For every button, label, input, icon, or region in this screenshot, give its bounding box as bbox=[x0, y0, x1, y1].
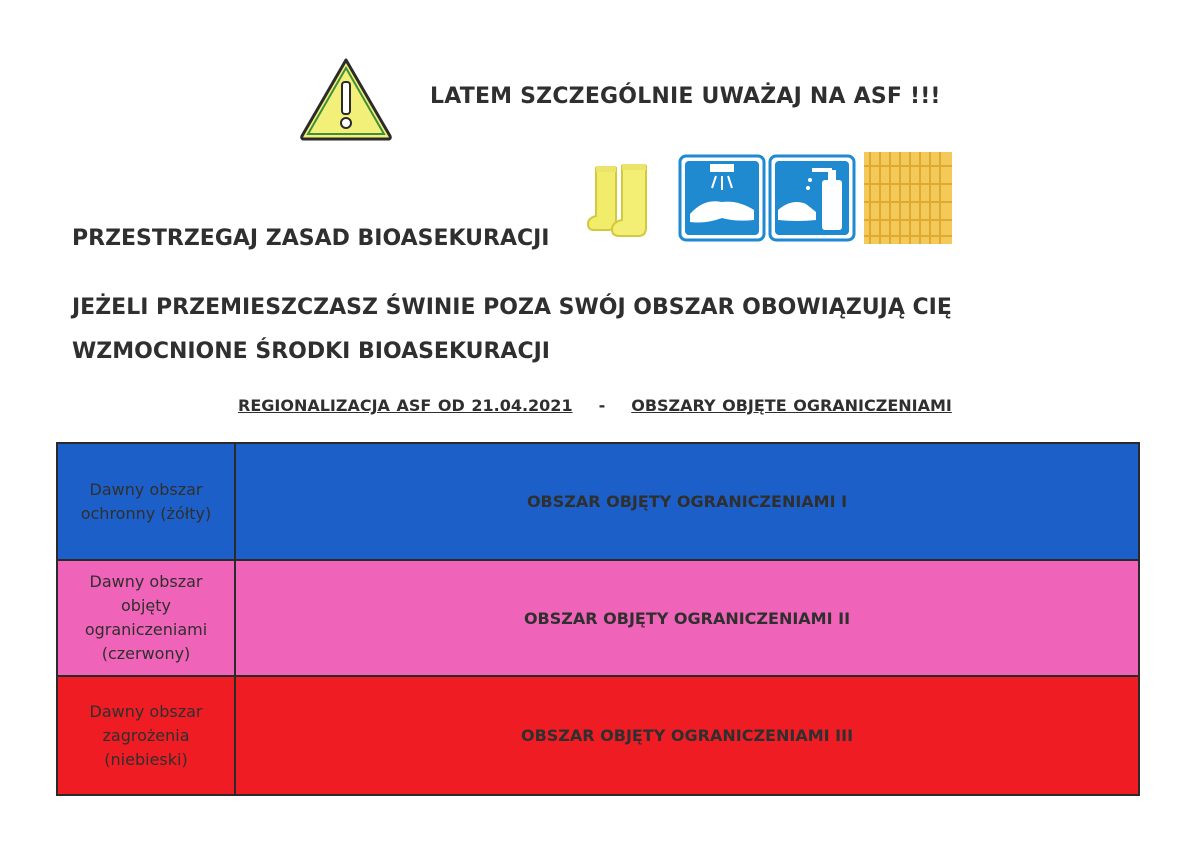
rubber-boots-icon bbox=[588, 164, 646, 236]
zone-row-3 bbox=[58, 677, 1138, 794]
warning-triangle-icon bbox=[298, 56, 394, 142]
zone-old-name: Dawny obszar objęty ograniczeniami (czerwony) bbox=[58, 561, 236, 675]
movement-notice bbox=[72, 286, 1132, 374]
headline: LATEM SZCZEGÓLNIE UWAŻAJ NA ASF !!! bbox=[430, 84, 941, 109]
regionalization-heading bbox=[238, 396, 952, 415]
zone-new-name: OBSZAR OBJĘTY OGRANICZENIAMI I bbox=[526, 492, 848, 511]
zone-new-name: OBSZAR OBJĘTY OGRANICZENIAMI II bbox=[523, 608, 851, 628]
zone-old-name: Dawny obszar ochronny (żółty) bbox=[58, 444, 236, 559]
zone-row-1 bbox=[58, 444, 1138, 561]
movement-line-1: JEŻELI PRZEMIESZCZASZ ŚWINIE POZA SWÓJ OBSZAR OBOWIĄZUJĄ CIĘ bbox=[72, 295, 952, 320]
disinfection-mat-icon bbox=[864, 152, 952, 244]
movement-line-2: WZMOCNIONE ŚRODKI BIOASEKURACJI bbox=[72, 339, 550, 364]
zone-new-name: OBSZAR OBJĘTY OGRANICZENIAMI III bbox=[520, 726, 854, 745]
zone-row-2 bbox=[58, 561, 1138, 677]
regionalization-date: REGIONALIZACJA ASF OD 21.04.2021 bbox=[238, 396, 573, 415]
biosecurity-heading: PRZESTRZEGAJ ZASAD BIOASEKURACJI bbox=[72, 226, 550, 251]
zone-old-name: Dawny obszar zagrożenia (niebieski) bbox=[58, 677, 236, 794]
regionalization-areas: OBSZARY OBJĘTE OGRANICZENIAMI bbox=[631, 396, 952, 415]
zones-table bbox=[56, 442, 1140, 796]
hand-sanitizer-icon bbox=[770, 156, 854, 240]
regionalization-separator: - bbox=[598, 396, 606, 415]
hand-washing-icon bbox=[680, 156, 764, 240]
biosecurity-icons bbox=[586, 150, 956, 250]
